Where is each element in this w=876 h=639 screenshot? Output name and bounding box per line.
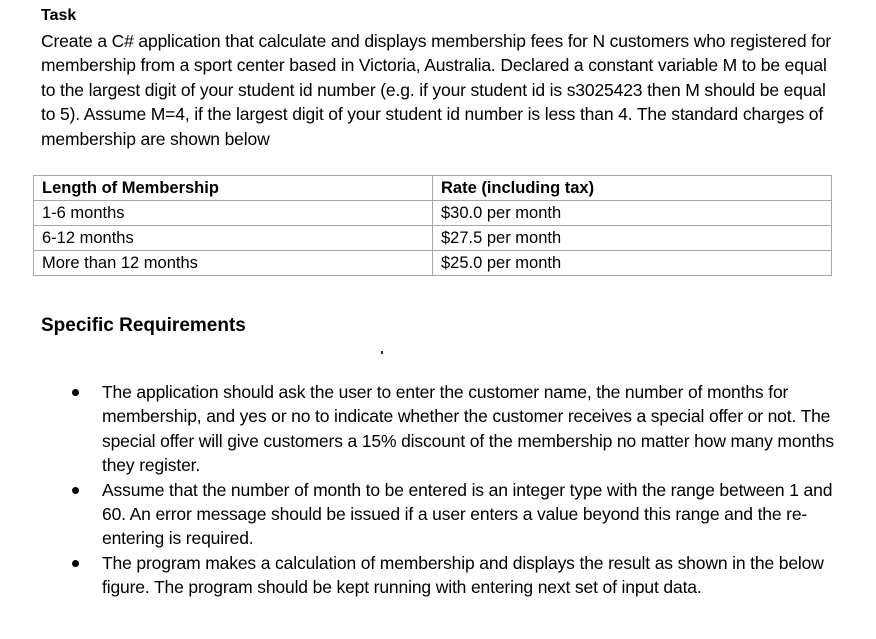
table-row — [34, 201, 832, 226]
list-item — [0, 478, 876, 551]
bullet-icon — [72, 487, 79, 494]
cell-rate: $30.0 per month — [433, 201, 832, 226]
bullet-icon — [72, 560, 79, 567]
requirement-text: Assume that the number of month to be entered is an integer type with the range between 1 and 60. An error message should be issued if a user enters a value beyond this range and the re-entering is required. — [102, 479, 833, 549]
stray-mark — [381, 351, 383, 354]
list-item — [0, 551, 876, 600]
column-header-rate: Rate (including tax) — [433, 176, 832, 201]
task-heading: Task — [41, 7, 77, 24]
bullet-icon — [72, 389, 79, 396]
table-row — [34, 251, 832, 276]
cell-length: More than 12 months — [34, 251, 433, 276]
list-item — [0, 380, 876, 478]
table-header-row — [34, 176, 832, 201]
cell-rate: $27.5 per month — [433, 226, 832, 251]
cell-length: 1-6 months — [34, 201, 433, 226]
table-row — [34, 226, 832, 251]
cell-length: 6-12 months — [34, 226, 433, 251]
cell-rate: $25.0 per month — [433, 251, 832, 276]
membership-rates-table — [33, 175, 832, 276]
requirements-list — [0, 380, 876, 600]
task-description: Create a C# application that calculate and displays membership fees for N customers who registered for membership from a sport center based in Victoria, Australia. Declared a constant variable M to be equal to the largest digit of your student id number (e.g. if your student id is s3025423 then M should be equal to 5). Assume M=4, if the largest digit of your student id number is less than 4. The standard charges of membership are shown below — [41, 31, 832, 149]
column-header-length: Length of Membership — [34, 176, 433, 201]
requirements-heading: Specific Requirements — [41, 315, 246, 336]
requirement-text: The program makes a calculation of membership and displays the result as shown in the below figure. The program should be kept running with entering next set of input data. — [102, 552, 824, 598]
requirement-text: The application should ask the user to enter the customer name, the number of months for membership, and yes or no to indicate whether the customer receives a special offer or not. The special offer will give customers a 15% discount of the membership no matter how many months they register. — [102, 382, 834, 476]
